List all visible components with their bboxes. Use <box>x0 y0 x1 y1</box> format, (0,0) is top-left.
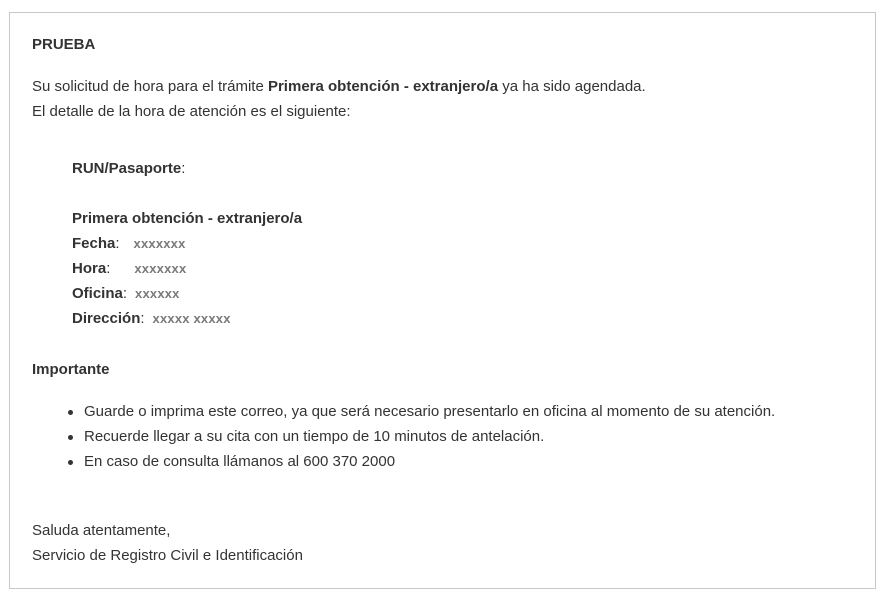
intro-line-1-end: ya ha sido agendada. <box>498 78 646 95</box>
hora-row <box>72 260 186 277</box>
oficina-value: xxxxxx <box>135 286 180 301</box>
tip-item: Guarde o imprima este correo, ya que será necesario presentarlo en oficina al momento de su atención. <box>84 402 775 427</box>
direccion-label: Dirección <box>72 310 141 327</box>
oficina-row <box>72 285 180 302</box>
hora-label: Hora <box>72 260 107 277</box>
email-heading: PRUEBA <box>32 36 96 53</box>
intro-line-2: El detalle de la hora de atención es el siguiente: <box>32 103 351 120</box>
oficina-label: Oficina <box>72 285 123 302</box>
tip-item: Recuerde llegar a su cita con un tiempo de 10 minutos de antelación. <box>84 427 775 452</box>
closing-greeting: Saluda atentamente, <box>32 522 171 539</box>
sender-name: Servicio de Registro Civil e Identificación <box>32 547 303 564</box>
procedure-name-inline: Primera obtención - extranjero/a <box>267 78 499 95</box>
fecha-colon: : <box>115 235 120 252</box>
fecha-row <box>72 235 186 252</box>
tip-item: En caso de consulta llámanos al 600 370 2000 <box>84 452 775 477</box>
procedure-name: Primera obtención - extranjero/a <box>72 210 303 227</box>
direccion-colon: : <box>140 310 145 327</box>
oficina-colon: : <box>122 285 128 302</box>
important-heading: Importante <box>32 361 110 378</box>
intro-line-1-start: Su solicitud de hora para el trámite <box>32 78 268 95</box>
procedure-row <box>72 210 302 227</box>
tips-list <box>32 402 775 477</box>
direccion-row <box>72 310 231 327</box>
hora-colon: : <box>106 260 111 277</box>
direccion-value: xxxxx xxxxx <box>152 311 231 326</box>
run-label: RUN/Pasaporte <box>72 160 182 177</box>
run-row <box>72 160 185 177</box>
fecha-label: Fecha <box>72 235 116 252</box>
closing-signature <box>32 518 303 568</box>
intro-text <box>32 74 646 124</box>
intro-line-1 <box>32 74 646 99</box>
hora-value: xxxxxxx <box>134 261 187 276</box>
fecha-value: xxxxxxx <box>133 236 186 251</box>
run-colon: : <box>181 160 186 177</box>
